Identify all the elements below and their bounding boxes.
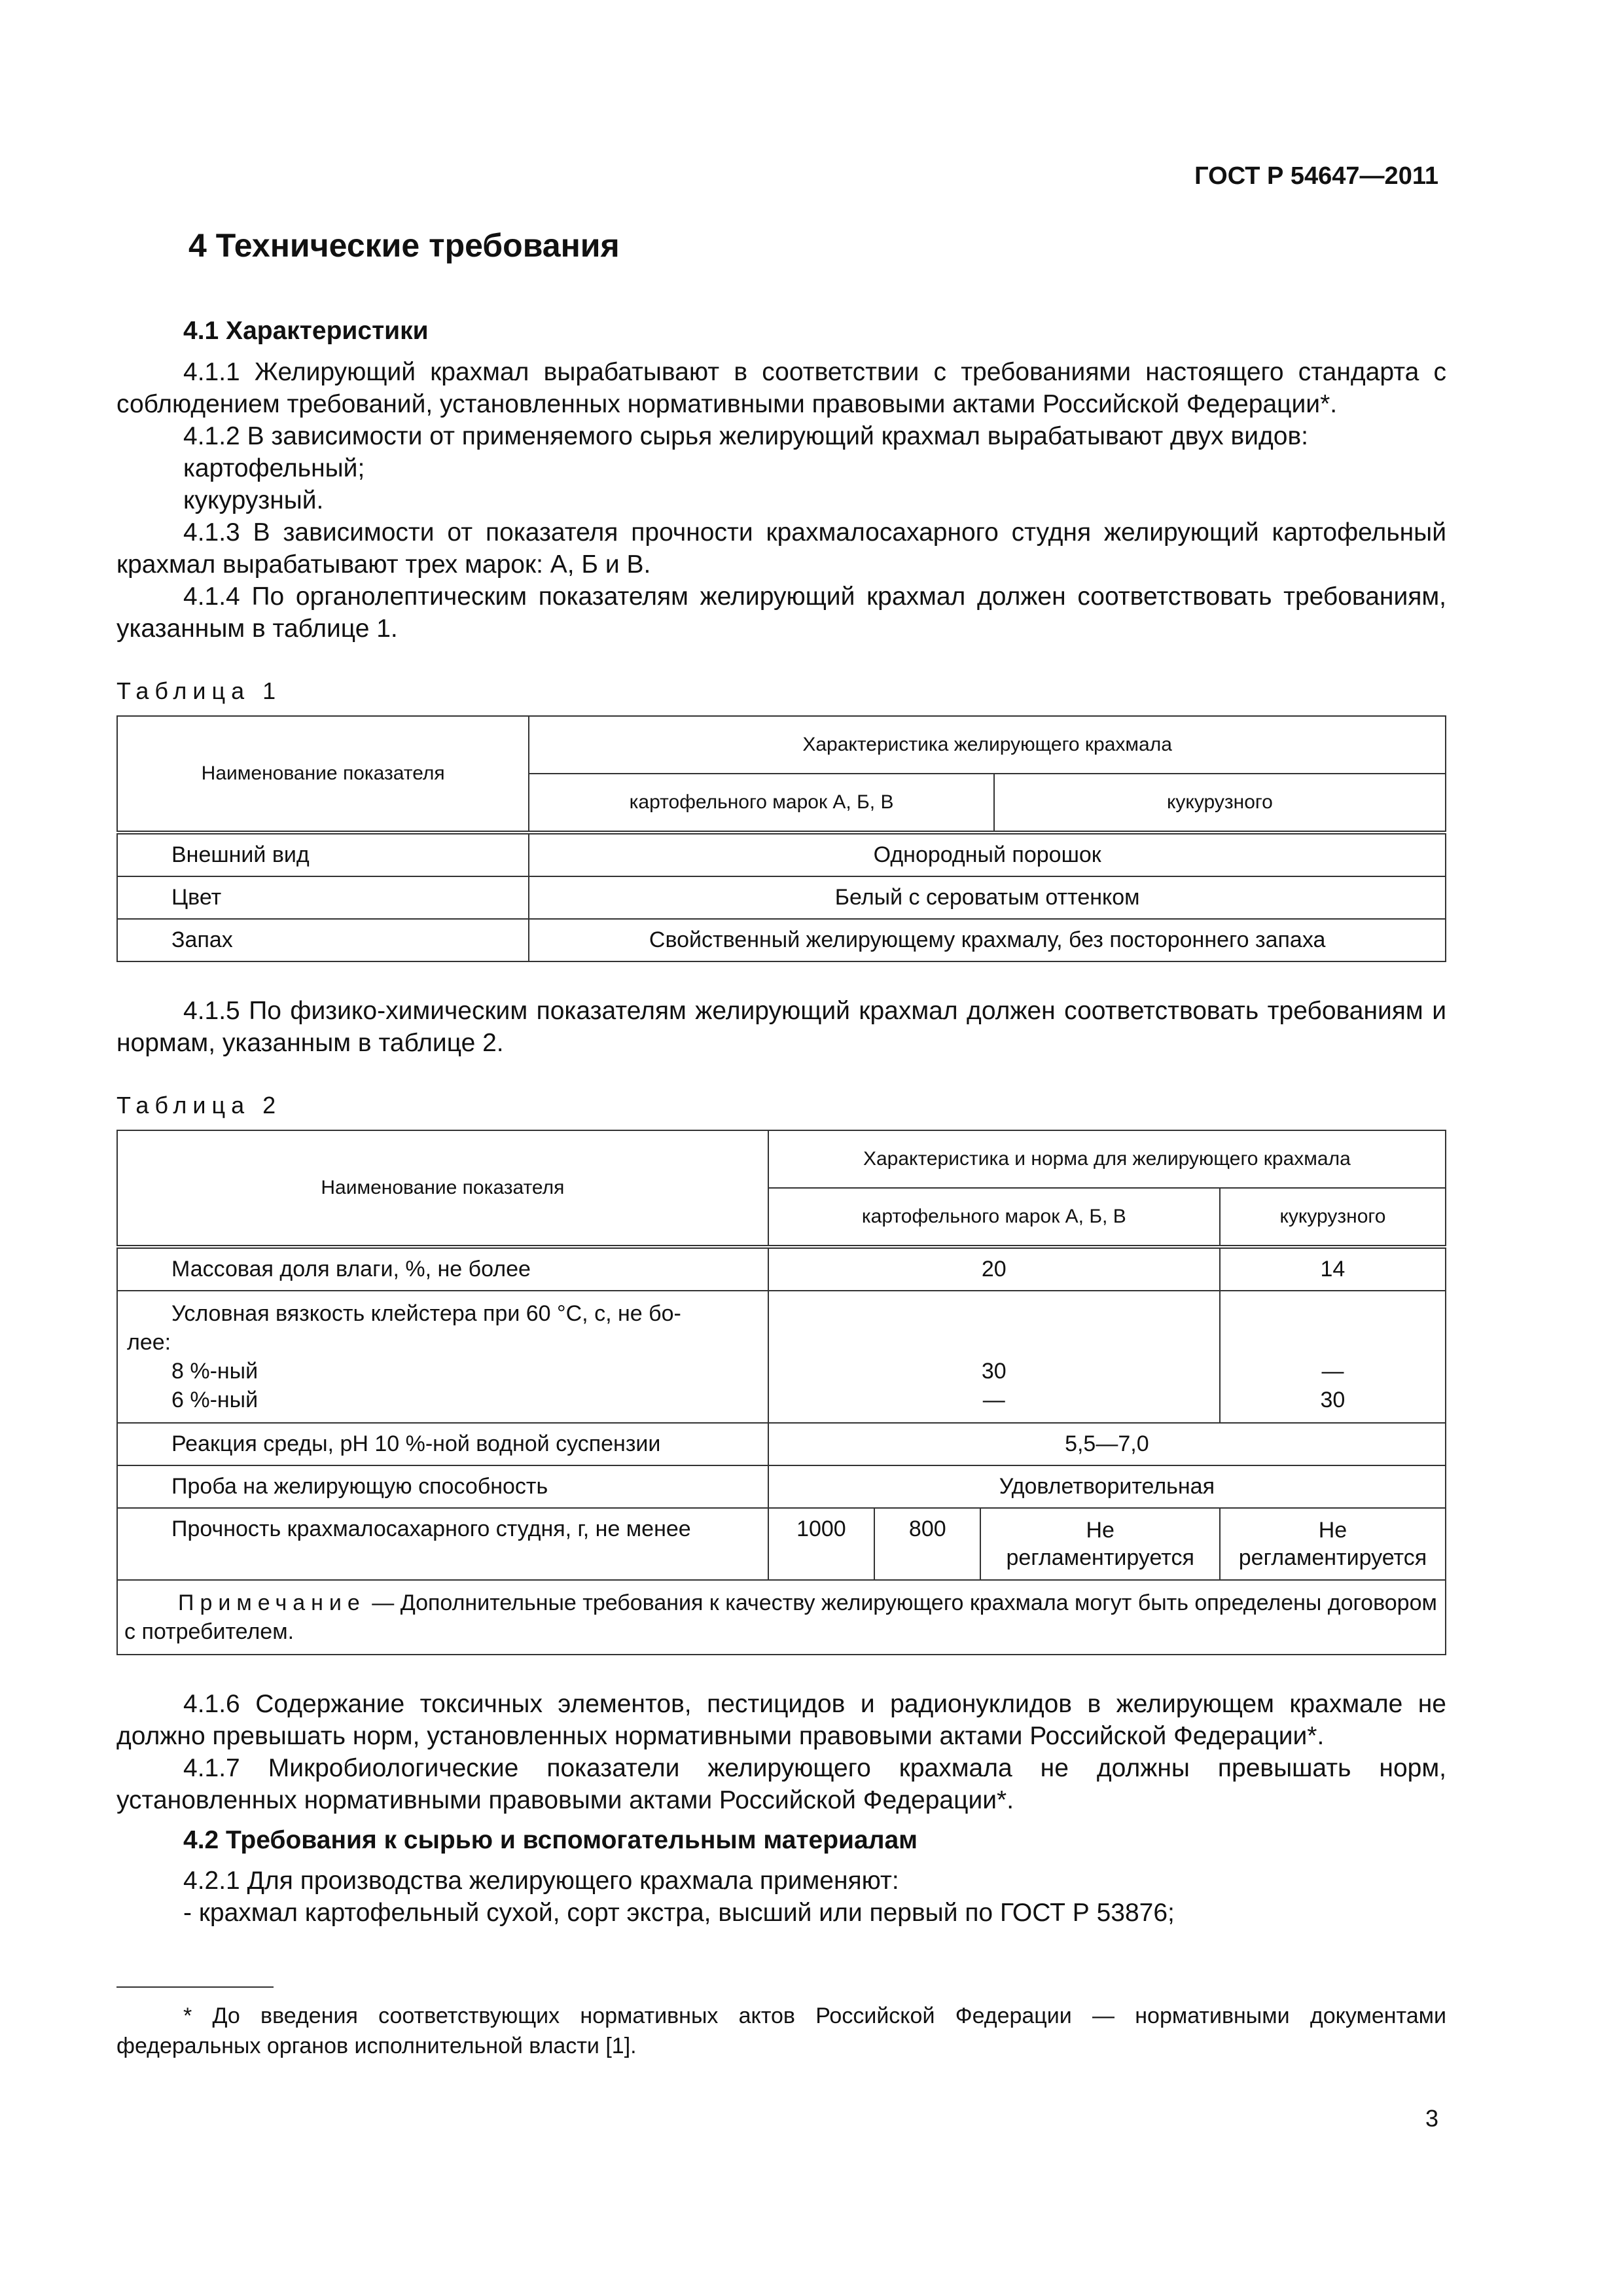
table2-value-potato: 20 bbox=[768, 1247, 1220, 1291]
table1-row-name: Запах bbox=[117, 919, 529, 961]
standard-code: ГОСТ Р 54647—2011 bbox=[1194, 162, 1438, 190]
table1-header-group: Характеристика желирующего крахмала bbox=[529, 716, 1446, 774]
table2-value-potato bbox=[768, 1291, 1220, 1423]
table1-row-name: Внешний вид bbox=[117, 833, 529, 876]
paragraph-4-2-1: 4.2.1 Для производства желирующего крахмала применяют: bbox=[183, 1867, 899, 1895]
table1-header-corn: кукурузного bbox=[994, 774, 1446, 833]
list-item-potato: картофельный; bbox=[183, 454, 365, 482]
viscosity-label-line1: Условная вязкость клейстера при 60 °С, с, не бо- bbox=[171, 1300, 681, 1326]
table2-header-name: Наименование показателя bbox=[117, 1130, 768, 1247]
page-number: 3 bbox=[1425, 2105, 1438, 2132]
table2-value-corn: 14 bbox=[1220, 1247, 1446, 1291]
table1-row-value: Белый с сероватым оттенком bbox=[529, 876, 1446, 919]
table1-row-value: Свойственный желирующему крахмалу, без постороннего запаха bbox=[529, 919, 1446, 961]
table2-row-name: Прочность крахмалосахарного студня, г, не менее bbox=[117, 1508, 768, 1580]
table1-header-name: Наименование показателя bbox=[117, 716, 529, 833]
table-row bbox=[117, 833, 1446, 876]
note-label: Примечание bbox=[178, 1590, 366, 1615]
paragraph-4-1-4: 4.1.4 По органолептическим показателям желирующий крахмал должен соответствовать требованиям, указанным в таблице 1. bbox=[116, 582, 1446, 643]
table2-header-group: Характеристика и норма для желирующего крахмала bbox=[768, 1130, 1446, 1188]
table1-header-potato: картофельного марок А, Б, В bbox=[529, 774, 994, 833]
table1-row-value: Однородный порошок bbox=[529, 833, 1446, 876]
table-row bbox=[117, 1247, 1446, 1291]
strength-corn: Не регламентируется bbox=[1220, 1508, 1446, 1580]
viscosity-corn-8: — bbox=[1321, 1358, 1344, 1384]
strength-grade-v: Не регламентируется bbox=[980, 1508, 1219, 1580]
table2-note bbox=[117, 1580, 1446, 1655]
table1-row-name: Цвет bbox=[117, 876, 529, 919]
subsection-title-4-1: 4.1 Характеристики bbox=[183, 317, 429, 345]
paragraph-4-1-3: 4.1.3 В зависимости от показателя прочности крахмалосахарного студня желирующий картофельный крахмал вырабатывают трех марок: А, Б и В. bbox=[116, 518, 1446, 579]
table2-caption: Таблица 2 bbox=[116, 1091, 282, 1119]
table-row bbox=[117, 1508, 1446, 1580]
paragraph-4-1-1: 4.1.1 Желирующий крахмал вырабатывают в соответствии с требованиями настоящего стандарта с соблюдением требований, установленных нормативными правовыми актами Российской Федерации*. bbox=[116, 357, 1446, 418]
viscosity-potato-6: — bbox=[982, 1387, 1005, 1412]
table2-row-name bbox=[117, 1291, 768, 1423]
table2-row-name: Реакция среды, pH 10 %-ной водной суспензии bbox=[117, 1423, 768, 1465]
table-2 bbox=[116, 1130, 1446, 1655]
table2-value: Удовлетворительная bbox=[768, 1465, 1446, 1508]
table2-value: 5,5—7,0 bbox=[768, 1423, 1446, 1465]
strength-grade-b: 800 bbox=[874, 1508, 980, 1580]
footnote: * До введения соответствующих нормативных актов Российской Федерации — нормативными документами федеральных органов исполнительной власти [1]. bbox=[116, 2003, 1446, 2059]
table-row bbox=[117, 876, 1446, 919]
table1-caption: Таблица 1 bbox=[116, 677, 282, 704]
paragraph-4-1-2: 4.1.2 В зависимости от применяемого сырья желирующий крахмал вырабатывают двух видов: bbox=[183, 422, 1309, 450]
paragraph-4-1-5: 4.1.5 По физико-химическим показателям желирующий крахмал должен соответствовать требованиям и нормам, указанным в таблице 2. bbox=[116, 996, 1446, 1057]
table2-header-potato: картофельного марок А, Б, В bbox=[768, 1188, 1220, 1247]
viscosity-label-line2: лее: bbox=[127, 1329, 171, 1355]
table-row bbox=[117, 1465, 1446, 1508]
note-text: — Дополнительные требования к качеству желирующего крахмала могут быть определены договором с потребителем. bbox=[124, 1590, 1437, 1644]
paragraph-4-2-1-item: - крахмал картофельный сухой, сорт экстра, высший или первый по ГОСТ Р 53876; bbox=[183, 1899, 1175, 1928]
paragraph-4-1-7: 4.1.7 Микробиологические показатели желирующего крахмала не должны превышать норм, установленных нормативными правовыми актами Российской Федерации*. bbox=[116, 1753, 1446, 1814]
viscosity-potato-8: 30 bbox=[981, 1358, 1007, 1384]
table-note-row bbox=[117, 1580, 1446, 1655]
table-row bbox=[117, 1291, 1446, 1423]
table-row bbox=[117, 1423, 1446, 1465]
table2-row-name: Проба на желирующую способность bbox=[117, 1465, 768, 1508]
footnote-separator bbox=[116, 1986, 274, 1988]
list-item-corn: кукурузный. bbox=[183, 486, 324, 514]
viscosity-sub-6: 6 %-ный bbox=[171, 1387, 259, 1412]
table2-header-corn: кукурузного bbox=[1220, 1188, 1446, 1247]
viscosity-sub-8: 8 %-ный bbox=[171, 1358, 259, 1384]
subsection-title-4-2: 4.2 Требования к сырью и вспомогательным материалам bbox=[183, 1825, 918, 1854]
table2-value-corn bbox=[1220, 1291, 1446, 1423]
table-row bbox=[117, 919, 1446, 961]
page-content bbox=[116, 228, 1446, 2061]
table2-row-name: Массовая доля влаги, %, не более bbox=[117, 1247, 768, 1291]
viscosity-corn-6: 30 bbox=[1320, 1387, 1346, 1412]
paragraph-4-1-6: 4.1.6 Содержание токсичных элементов, пестицидов и радионуклидов в желирующем крахмале не должно превышать норм, установленных нормативными правовыми актами Российской Федерации*. bbox=[116, 1689, 1446, 1750]
section-title: 4 Технические требования bbox=[188, 227, 620, 264]
strength-grade-a: 1000 bbox=[768, 1508, 874, 1580]
table-1 bbox=[116, 715, 1446, 962]
